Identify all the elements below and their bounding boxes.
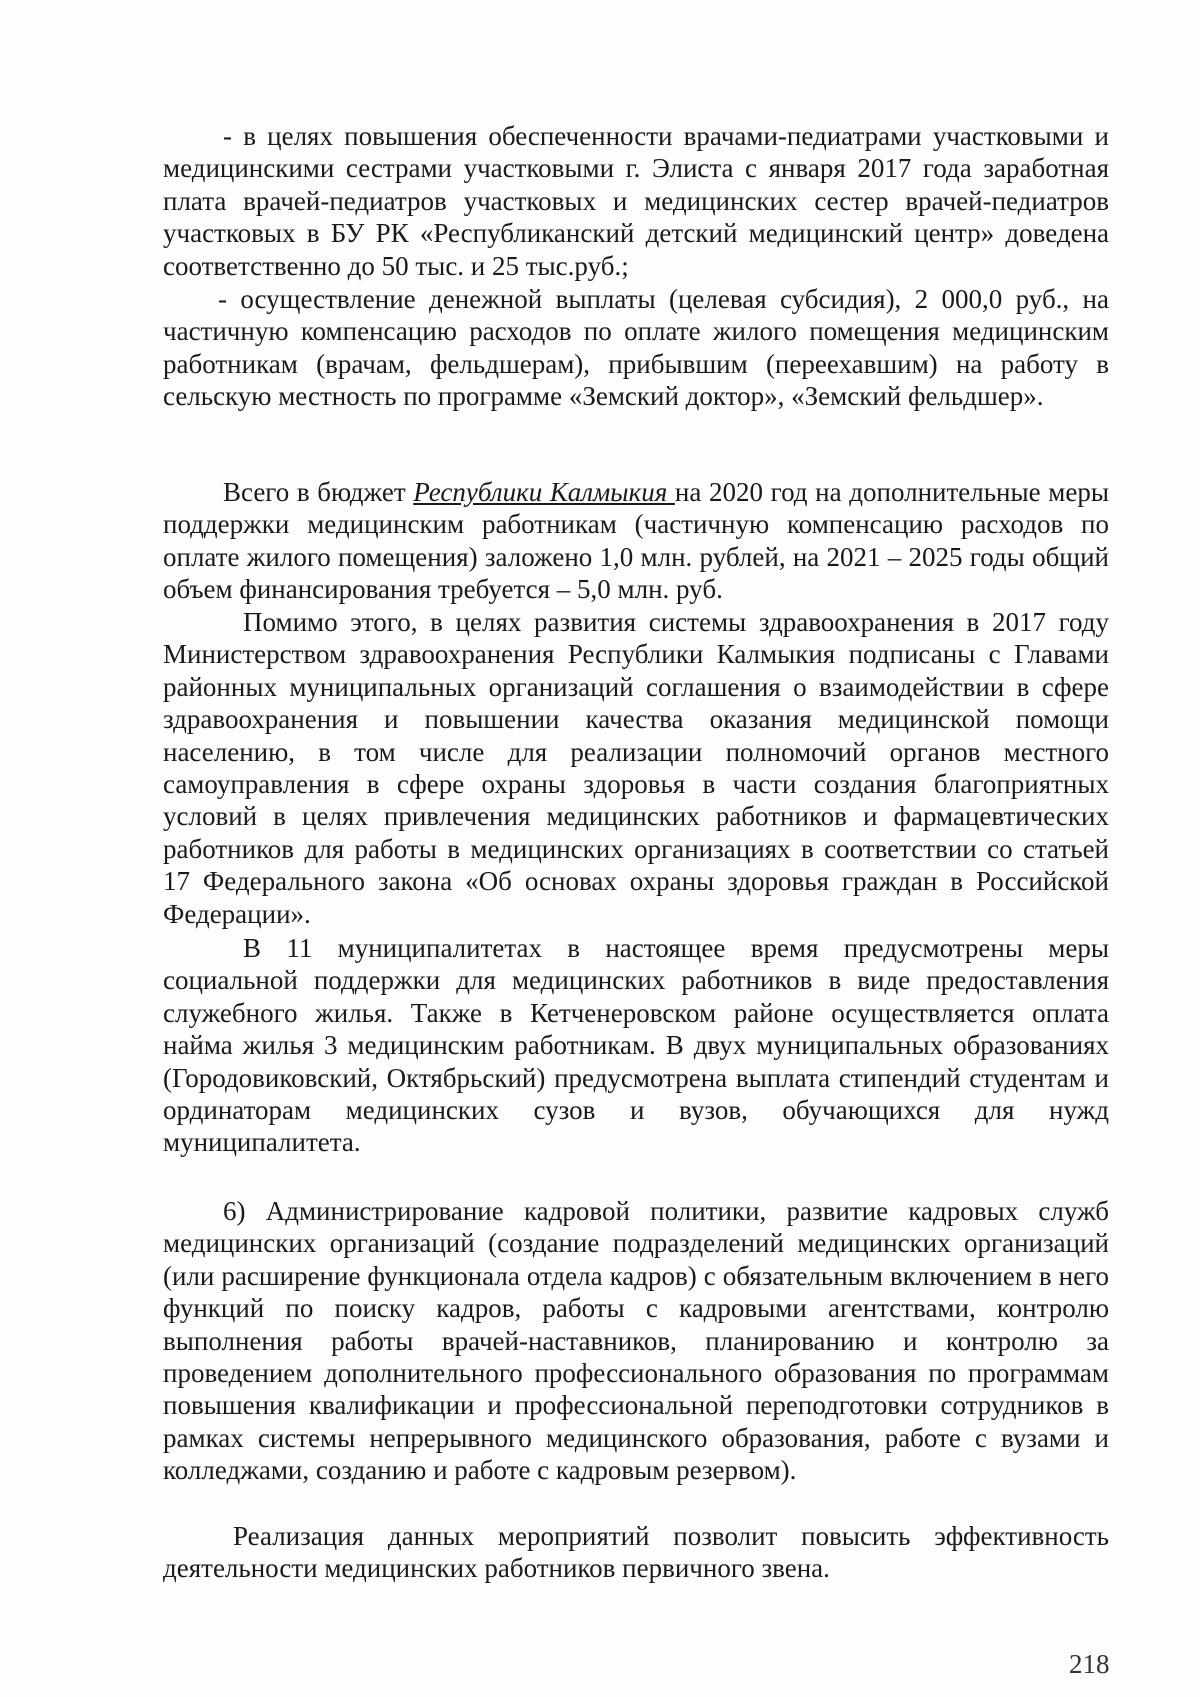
page-number: 218 (1069, 1649, 1110, 1679)
paragraph-housing-subsidy: - осуществление денежной выплаты (целевая субсидия), 2 000,0 руб., на частичную компенсацию расходов по оплате жилого помещения медицинским работникам (врачам, фельдшерам), прибывшим (переехавшим) на работу в сельскую местность по программе «Земский доктор», «Земский фельдшер». (163, 284, 1109, 412)
paragraph-municipal-support: В 11 муниципалитетах в настоящее время предусмотрены меры социальной поддержки для медицинских работников в виде предоставления служебного жилья. Также в Кетченеровском районе осуществляется оплата найма жилья 3 медицинским работникам. В двух муниципальных образованиях (Городовиковский, Октябрьский) предусмотрена выплата стипендий студентам и ординаторам медицинских сузов и вузов, обучающихся для нужд муниципалитета. (163, 933, 1109, 1158)
paragraph-pediatric-salaries: - в целях повышения обеспеченности врачами-педиатрами участковыми и медицинскими сестрами участковыми г. Элиста с января 2017 года заработная плата врачей-педиатров участковых и медицинских сестер врачей-педиатров участковых в БУ РК «Республиканский детский медицинский центр» доведена соответственно до 50 тыс. и 25 тыс.руб.; (163, 121, 1109, 281)
budget-text-start: Всего в бюджет (223, 477, 414, 507)
paragraph-agreements: Помимо этого, в целях развития системы здравоохранения в 2017 году Министерством здравоохранения Республики Калмыкия подписаны с Главами районных муниципальных организаций соглашения о взаимодействии в сфере здравоохранения и повышении качества оказания медицинской помощи населению, в том числе для реализации полномочий органов местного самоуправления в сфере охраны здоровья в части создания благоприятных условий в целях привлечения медицинских работников и фармацевтических работников для работы в медицинских организациях в соответствии со статьей 17 Федерального закона «Об основах охраны здоровья граждан в Российской Федерации». (163, 607, 1109, 929)
paragraph-budget-funding (163, 476, 1109, 606)
budget-text-end: на 2020 год на дополнительные меры поддержки медицинским работникам (частичную компенсацию расходов по оплате жилого помещения) заложено 1,0 млн. рублей, на 2021 – 2025 годы общий объем финансирования требуется – 5,0 млн. руб. (163, 477, 1109, 605)
paragraph-hr-administration: 6) Администрирование кадровой политики, развитие кадровых служб медицинских организаций (создание подразделений медицинских организаций (или расширение функционала отдела кадров) с обязательным включением в него функций по поиску кадров, работы с кадровыми агентствами, контролю выполнения работы врачей-наставников, планированию и контролю за проведением дополнительного профессионального образования по программам повышения квалификации и профессиональной переподготовки сотрудников в рамках системы непрерывного медицинского образования, работе с вузами и колледжами, созданию и работе с кадровым резервом). (163, 1196, 1109, 1486)
republic-name-emphasis: Республики Калмыкия (413, 477, 675, 507)
paragraph-conclusion: Реализация данных мероприятий позволит повысить эффективность деятельности медицинских работников первичного звена. (163, 1521, 1109, 1584)
